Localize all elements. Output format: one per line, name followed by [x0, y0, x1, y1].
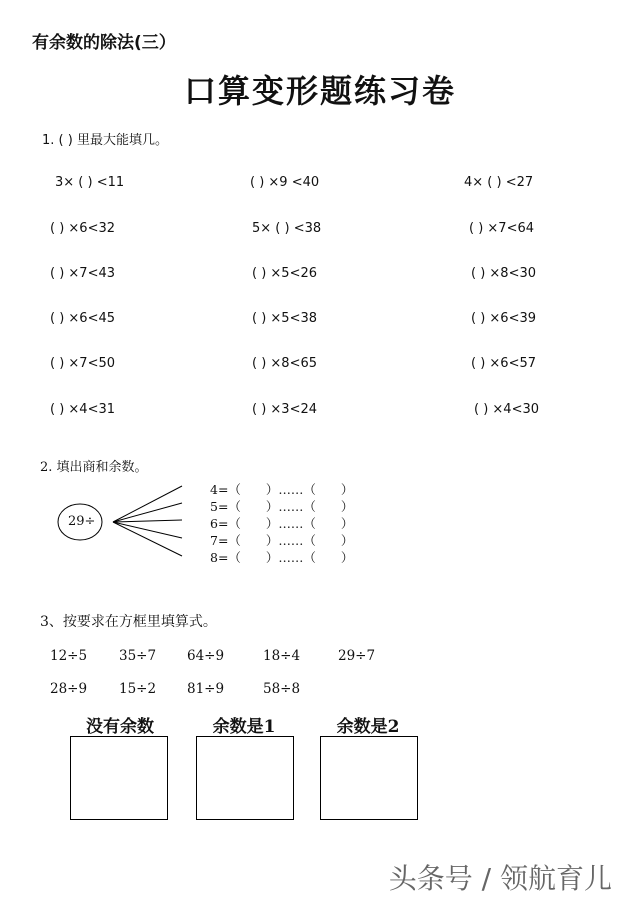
q1-item: ( ) ×9 <40	[250, 175, 320, 190]
expression: 15÷2	[119, 681, 157, 697]
bin-label-remainder-1: 余数是1	[212, 717, 276, 737]
q2-row: 8=（ ）……（ ）	[210, 550, 354, 565]
dividend-label: 29÷	[68, 514, 96, 529]
answer-box-remainder-1[interactable]	[196, 736, 294, 820]
q1-item: ( ) ×6<39	[471, 311, 537, 326]
q1-item: ( ) ×7<50	[50, 356, 116, 371]
watermark: 头条号 / 领航育儿	[388, 862, 612, 895]
answer-box-remainder-2[interactable]	[320, 736, 418, 820]
q2-row: 5=（ ）……（ ）	[210, 499, 354, 514]
q1-item: ( ) ×4<30	[474, 402, 540, 417]
q1-item: ( ) ×7<43	[50, 266, 116, 281]
q2-row: 7=（ ）……（ ）	[210, 533, 354, 548]
q2-row: 6=（ ）……（ ）	[210, 516, 354, 531]
q1-item: ( ) ×6<32	[50, 221, 116, 236]
q1-item: ( ) ×6<45	[50, 311, 116, 326]
q1-item: ( ) ×6<57	[471, 356, 537, 371]
q1-item: ( ) ×4<31	[50, 402, 116, 417]
expression: 29÷7	[338, 648, 376, 664]
q1-item: 5× ( ) <38	[252, 221, 322, 236]
page-subtitle: 有余数的除法(三）	[32, 33, 176, 53]
q1-item: ( ) ×8<65	[252, 356, 318, 371]
q1-item: ( ) ×5<26	[252, 266, 318, 281]
expression: 18÷4	[263, 648, 301, 664]
q2-row: 4=（ ）……（ ）	[210, 482, 354, 497]
bin-label-no-remainder: 没有余数	[86, 717, 154, 737]
q3-heading: 3、按要求在方框里填算式。	[40, 614, 217, 630]
q1-item: ( ) ×5<38	[252, 311, 318, 326]
bin-label-remainder-2: 余数是2	[336, 717, 400, 737]
q1-item: ( ) ×8<30	[471, 266, 537, 281]
page-title: 口算变形题练习卷	[183, 72, 456, 110]
q1-item: ( ) ×7<64	[469, 221, 535, 236]
q2-heading: 2. 填出商和余数。	[40, 460, 148, 475]
expression: 58÷8	[263, 681, 301, 697]
answer-box-no-remainder[interactable]	[70, 736, 168, 820]
expression: 35÷7	[119, 648, 157, 664]
expression: 28÷9	[50, 681, 88, 697]
expression: 12÷5	[50, 648, 88, 664]
expression: 64÷9	[187, 648, 225, 664]
expression: 81÷9	[187, 681, 225, 697]
q1-heading: 1. ( ) 里最大能填几。	[42, 133, 168, 148]
q1-item: ( ) ×3<24	[252, 402, 318, 417]
q1-item: 3× ( ) <11	[55, 175, 125, 190]
q1-item: 4× ( ) <27	[464, 175, 534, 190]
